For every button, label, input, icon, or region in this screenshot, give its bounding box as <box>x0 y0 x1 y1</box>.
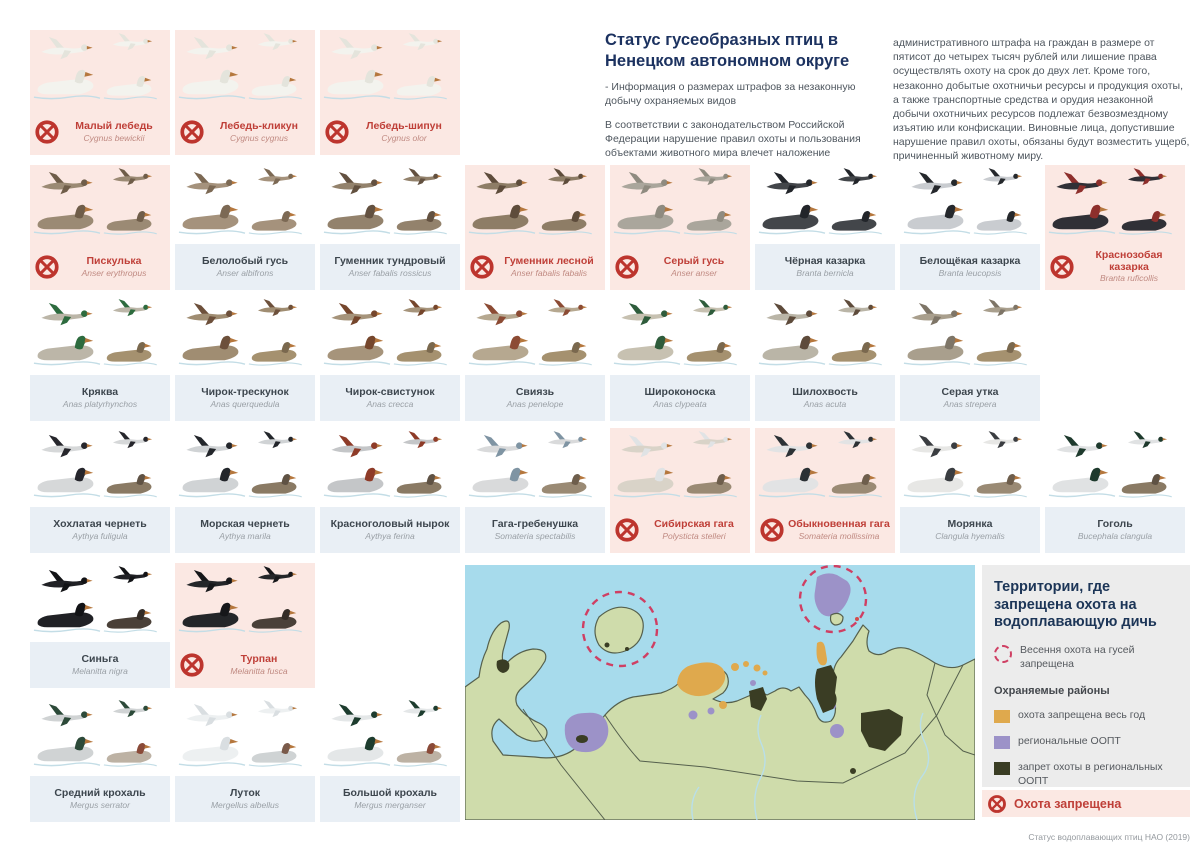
species-card <box>610 428 750 553</box>
species-latin: Anas strepera <box>943 398 997 409</box>
bird-illustration <box>30 697 170 776</box>
bird-illustration <box>320 428 460 507</box>
no-hunting-icon <box>987 794 1007 814</box>
bird-illustration <box>175 30 315 109</box>
species-caption <box>900 375 1040 421</box>
species-card <box>30 697 170 822</box>
species-caption <box>175 507 315 553</box>
legend-title: Территории, где запрещена охота на водоплавающую дичь <box>994 579 1157 631</box>
bird-illustration <box>900 428 1040 507</box>
bird-illustration <box>30 563 170 642</box>
species-name: Белолобый гусь <box>201 255 289 267</box>
species-name: Чирок-свистунок <box>345 386 435 398</box>
species-latin: Mergus serrator <box>70 799 130 810</box>
species-card <box>175 428 315 553</box>
species-caption <box>610 244 750 290</box>
fine-paragraph: административного штрафа на граждан в размере от пятисот до четырех тысяч рублей или лишение права осуществлять охоту на срок до двух лет. Кроме того, незаконно добытые охотничьи ресурсы и продукция охоты, а также транспортные средства и орудия незаконной добычи охотничьих ресурсов подлежат безвозмездному изъятию или конфискации. Виновные лица, допустившие нарушение правил охоты, обязаны будут возместить ущерб, причиненный животному миру. <box>893 37 1190 163</box>
species-card <box>465 296 605 421</box>
page-title: Статус гусеобразных птиц в Ненецком автономном округе <box>605 31 850 70</box>
bird-illustration <box>175 563 315 642</box>
species-caption <box>320 375 460 421</box>
bird-art-icon <box>757 429 893 507</box>
bird-illustration <box>175 165 315 244</box>
species-latin: Anser anser <box>671 267 717 278</box>
bird-illustration <box>465 428 605 507</box>
dark-swatch-icon <box>994 762 1010 775</box>
species-card <box>900 428 1040 553</box>
bird-illustration <box>755 165 895 244</box>
legend-item-label: региональные ООПТ <box>1018 735 1121 748</box>
species-caption <box>900 244 1040 290</box>
species-caption <box>1045 507 1185 553</box>
species-caption <box>465 375 605 421</box>
map-zone <box>763 671 768 676</box>
species-latin: Aythya marila <box>219 530 271 541</box>
bird-art-icon <box>322 31 458 109</box>
dashed-circle-icon <box>994 645 1012 663</box>
no-hunting-icon <box>324 119 350 145</box>
species-latin: Polysticta stelleri <box>662 530 726 541</box>
bird-art-icon <box>32 698 168 776</box>
species-latin: Aythya ferina <box>365 530 415 541</box>
bird-art-icon <box>902 166 1038 244</box>
species-caption <box>755 507 895 553</box>
map-zone <box>625 647 629 651</box>
species-caption <box>175 109 315 155</box>
species-name: Сибирская гага <box>654 518 734 530</box>
map-svg <box>465 565 975 820</box>
bird-illustration <box>30 428 170 507</box>
species-row-swans <box>30 30 460 155</box>
fine-text-block <box>893 36 1191 164</box>
bird-illustration <box>610 165 750 244</box>
species-latin: Bucephala clangula <box>1077 530 1153 541</box>
map-islet <box>831 613 844 625</box>
legend-protected-heading: Охраняемые районы <box>994 685 1110 698</box>
species-caption <box>1045 244 1185 290</box>
species-latin: Anas acuta <box>803 398 847 409</box>
species-name: Кряква <box>81 386 119 398</box>
species-card <box>320 697 460 822</box>
no-hunting-icon <box>179 119 205 145</box>
map-marker <box>855 617 859 621</box>
species-name: Свиязь <box>515 386 555 398</box>
bird-illustration <box>900 165 1040 244</box>
map-zone <box>605 643 610 648</box>
bird-illustration <box>175 428 315 507</box>
species-name: Малый лебедь <box>75 120 153 132</box>
species-card <box>465 165 605 290</box>
bird-illustration <box>320 30 460 109</box>
species-card <box>320 428 460 553</box>
map-legend <box>982 565 1190 787</box>
species-card <box>30 296 170 421</box>
bird-illustration <box>320 165 460 244</box>
species-name: Серый гусь <box>663 255 725 267</box>
species-latin: Melanitta fusca <box>230 665 288 676</box>
bird-art-icon <box>177 564 313 642</box>
species-card <box>900 165 1040 290</box>
species-card <box>30 563 170 688</box>
map-zone <box>830 724 844 738</box>
species-card <box>175 697 315 822</box>
map-zone <box>850 768 856 774</box>
bird-art-icon <box>612 166 748 244</box>
purple-swatch-icon <box>994 736 1010 749</box>
species-caption <box>175 642 315 688</box>
bird-illustration <box>175 697 315 776</box>
bird-illustration <box>610 428 750 507</box>
species-name: Шилохвость <box>792 386 858 398</box>
species-latin: Somateria mollissima <box>798 530 880 541</box>
species-latin: Anser albifrons <box>216 267 274 278</box>
species-name: Серая утка <box>941 386 999 398</box>
species-caption <box>320 507 460 553</box>
bird-art-icon <box>612 429 748 507</box>
species-card <box>175 165 315 290</box>
species-card <box>610 296 750 421</box>
legend-item-label: запрет охоты в региональных ООПТ <box>1018 761 1163 787</box>
species-name: Лебедь-шипун <box>366 120 442 132</box>
species-name: Гуменник лесной <box>504 255 594 267</box>
species-latin: Branta leucopsis <box>938 267 1002 278</box>
no-hunting-icon <box>1049 254 1075 280</box>
species-card <box>30 30 170 155</box>
species-name: Синьга <box>81 653 119 665</box>
species-latin: Cygnus cygnus <box>229 132 289 143</box>
hunting-banned-banner <box>982 790 1190 817</box>
species-latin: Anas querquedula <box>210 398 280 409</box>
bird-art-icon <box>467 166 603 244</box>
species-caption <box>465 244 605 290</box>
map-zone <box>689 711 698 720</box>
bird-art-icon <box>612 297 748 375</box>
bird-illustration <box>1045 428 1185 507</box>
bird-illustration <box>465 165 605 244</box>
species-name: Турпан <box>240 653 278 665</box>
bird-art-icon <box>1047 429 1183 507</box>
species-card <box>175 30 315 155</box>
species-caption <box>900 507 1040 553</box>
species-name: Гага-гребенушка <box>491 518 579 530</box>
species-caption <box>175 244 315 290</box>
species-latin: Cygnus olor <box>381 132 427 143</box>
species-caption <box>30 507 170 553</box>
species-caption <box>610 375 750 421</box>
species-card <box>610 165 750 290</box>
species-latin: Melanitta nigra <box>72 665 128 676</box>
species-latin: Anser fabalis fabalis <box>510 267 588 278</box>
species-card <box>320 30 460 155</box>
bird-illustration <box>900 296 1040 375</box>
species-name: Широконоска <box>644 386 716 398</box>
species-name: Гуменник тундровый <box>334 255 446 267</box>
species-latin: Aythya fuligula <box>72 530 128 541</box>
species-latin: Mergellus albellus <box>210 799 280 810</box>
banner-label: Охота запрещена <box>1014 796 1122 811</box>
bird-art-icon <box>757 297 893 375</box>
orange-swatch-icon <box>994 710 1010 723</box>
species-latin: Anser fabalis rossicus <box>348 267 432 278</box>
credit-line: Статус водоплавающих птиц НАО (2019) <box>1028 832 1190 842</box>
no-hunting-icon <box>179 652 205 678</box>
species-latin: Anas crecca <box>366 398 414 409</box>
species-caption <box>175 375 315 421</box>
legend-item <box>994 735 1178 749</box>
species-latin: Branta bernicla <box>796 267 854 278</box>
bird-illustration <box>610 296 750 375</box>
bird-art-icon <box>177 698 313 776</box>
map-zone <box>731 663 739 671</box>
bird-art-icon <box>177 429 313 507</box>
legend-item-label: охота запрещена весь год <box>1018 709 1146 722</box>
species-card <box>755 428 895 553</box>
species-caption <box>755 375 895 421</box>
species-name: Красноголовый нырок <box>330 518 450 530</box>
species-name: Морянка <box>947 518 993 530</box>
map-zone <box>719 701 727 709</box>
species-card <box>1045 428 1185 553</box>
species-row-scoters <box>30 563 315 688</box>
species-latin: Anas clypeata <box>653 398 707 409</box>
species-caption <box>320 776 460 822</box>
bird-art-icon <box>322 166 458 244</box>
bird-art-icon <box>902 297 1038 375</box>
species-name: Средний крохаль <box>54 787 146 799</box>
species-card <box>755 165 895 290</box>
species-latin: Anser erythropus <box>81 267 147 278</box>
species-name: Пискулька <box>86 255 142 267</box>
map-zone <box>708 708 715 715</box>
species-card <box>1045 165 1185 290</box>
no-hunting-icon <box>34 119 60 145</box>
species-caption <box>175 776 315 822</box>
species-name: Луток <box>229 787 260 799</box>
bird-illustration <box>755 296 895 375</box>
bird-illustration <box>30 165 170 244</box>
map-zone <box>743 661 749 667</box>
no-hunting-icon <box>469 254 495 280</box>
species-caption <box>30 244 170 290</box>
species-latin: Clangula hyemalis <box>935 530 1005 541</box>
species-caption <box>610 507 750 553</box>
bird-art-icon <box>32 429 168 507</box>
no-hunting-icon <box>759 517 785 543</box>
species-name: Чёрная казарка <box>784 255 866 267</box>
bird-art-icon <box>322 698 458 776</box>
bird-art-icon <box>32 166 168 244</box>
subtitle: - Информация о размерах штрафов за незаконную добычу охраняемых видов <box>605 81 856 108</box>
species-card <box>755 296 895 421</box>
species-name: Лебедь-кликун <box>220 120 298 132</box>
legend-spring-label: Весення охота на гусей запрещена <box>1020 644 1135 670</box>
legend-item <box>994 761 1178 788</box>
species-card <box>320 165 460 290</box>
species-caption <box>320 244 460 290</box>
bird-art-icon <box>902 429 1038 507</box>
species-name: Белощёкая казарка <box>919 255 1021 267</box>
species-card <box>30 428 170 553</box>
bird-art-icon <box>1047 166 1183 244</box>
no-hunting-icon <box>614 517 640 543</box>
map-zone <box>576 735 588 743</box>
species-name: Обыкновенная гага <box>788 518 890 530</box>
species-card <box>900 296 1040 421</box>
bird-art-icon <box>32 297 168 375</box>
species-row-geese <box>30 165 1185 290</box>
species-card <box>175 296 315 421</box>
species-caption <box>320 109 460 155</box>
bird-art-icon <box>757 166 893 244</box>
species-caption <box>755 244 895 290</box>
species-latin: Anas penelope <box>506 398 564 409</box>
species-caption <box>465 507 605 553</box>
species-latin: Anas platyrhynchos <box>62 398 138 409</box>
bird-art-icon <box>467 429 603 507</box>
bird-illustration <box>320 697 460 776</box>
bird-illustration <box>30 30 170 109</box>
species-row-dabbling-ducks <box>30 296 1040 421</box>
bird-illustration <box>1045 165 1185 244</box>
legend-item <box>994 709 1178 723</box>
bird-illustration <box>175 296 315 375</box>
bird-art-icon <box>467 297 603 375</box>
species-caption <box>30 375 170 421</box>
bird-illustration <box>755 428 895 507</box>
legend-spring-item <box>994 644 1178 671</box>
bird-art-icon <box>177 297 313 375</box>
species-caption <box>30 109 170 155</box>
bird-art-icon <box>177 31 313 109</box>
map-zone <box>754 665 761 672</box>
species-name: Большой крохаль <box>343 787 437 799</box>
bird-art-icon <box>32 31 168 109</box>
no-hunting-icon <box>34 254 60 280</box>
territory-map <box>465 565 975 820</box>
bird-art-icon <box>322 297 458 375</box>
bird-art-icon <box>322 429 458 507</box>
species-row-mergansers <box>30 697 460 822</box>
title-block <box>605 30 890 160</box>
species-latin: Somateria spectabilis <box>494 530 576 541</box>
species-name: Хохлатая чернеть <box>53 518 147 530</box>
species-caption <box>30 642 170 688</box>
bird-art-icon <box>32 564 168 642</box>
species-latin: Mergus merganser <box>354 799 426 810</box>
no-hunting-icon <box>614 254 640 280</box>
species-latin: Cygnus bewickii <box>83 132 145 143</box>
species-name: Краснозобая казарка <box>1095 249 1163 273</box>
species-name: Морская чернеть <box>200 518 290 530</box>
bird-illustration <box>30 296 170 375</box>
bird-illustration <box>465 296 605 375</box>
bird-illustration <box>320 296 460 375</box>
species-latin: Branta ruficollis <box>1099 273 1159 284</box>
species-card <box>30 165 170 290</box>
species-name: Гоголь <box>1097 518 1133 530</box>
species-row-diving-ducks <box>30 428 1185 553</box>
bird-art-icon <box>177 166 313 244</box>
species-caption <box>30 776 170 822</box>
species-card <box>320 296 460 421</box>
map-zone <box>750 680 756 686</box>
species-name: Чирок-трескунок <box>201 386 289 398</box>
species-card <box>175 563 315 688</box>
species-card <box>465 428 605 553</box>
intro-paragraph: В соответствии с законодательством Российской Федерации нарушение правил охоты и пользования объектами животного мира влечет наложение <box>605 118 861 159</box>
